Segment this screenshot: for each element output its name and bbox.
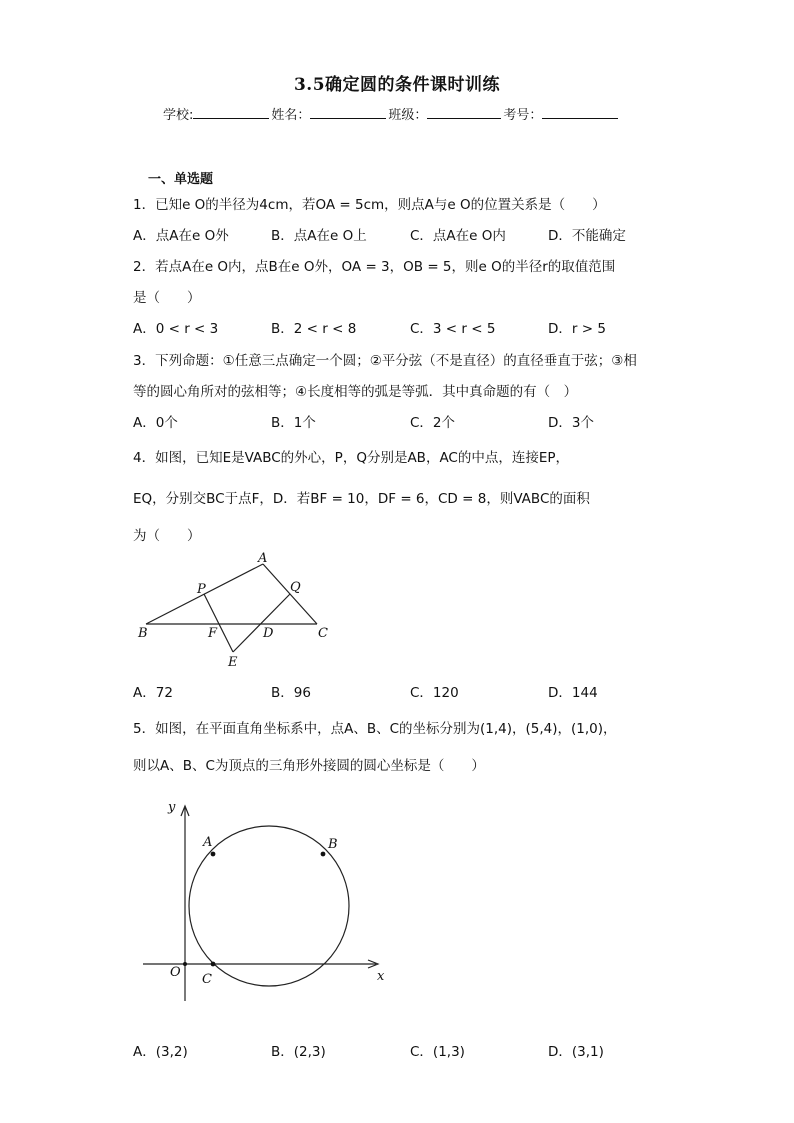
- triangle-figure: [134, 549, 354, 669]
- q3-option-d[interactable]: D．3个: [548, 415, 594, 431]
- q1-line-1: 1．已知e O的半径为4cm，若OA = 5cm，则点A与e O的位置关系是（ ）: [133, 197, 606, 213]
- exam-label: 考号：: [503, 108, 543, 123]
- q2-line-2: 是（ ）: [133, 290, 201, 306]
- q1-option-c[interactable]: C．点A在e O内: [410, 228, 506, 244]
- label-origin-o: O: [170, 965, 181, 980]
- label-c: C: [318, 626, 328, 641]
- label-a: A: [258, 551, 268, 566]
- label-b: B: [138, 626, 148, 641]
- q2-line-1: 2．若点A在e O内，点B在e O外，OA = 3，OB = 5，则e O的半径r的取值范围: [133, 259, 616, 275]
- q4-option-b[interactable]: B．96: [271, 685, 311, 701]
- name-blank[interactable]: [310, 106, 386, 119]
- label-q: Q: [290, 580, 301, 595]
- q3-option-a[interactable]: A．0个: [133, 415, 178, 431]
- page-title: 3.5确定圆的条件课时训练: [293, 75, 501, 95]
- q2-option-d[interactable]: D．r > 5: [548, 321, 606, 337]
- q1-option-b[interactable]: B．点A在e O上: [271, 228, 367, 244]
- q5-option-c[interactable]: C．(1,3): [410, 1044, 465, 1060]
- name-label: 姓名：: [271, 108, 311, 123]
- q5-line-1: 5．如图，在平面直角坐标系中，点A、B、C的坐标分别为(1,4)，(5,4)，(1,0)，: [133, 721, 617, 737]
- q4-line-3: 为（ ）: [133, 528, 201, 544]
- label-point-a: A: [203, 835, 213, 850]
- label-x-axis: x: [377, 969, 385, 984]
- q3-line-2: 等的圆心角所对的弦相等；④长度相等的弧是等弧．其中真命题的有（ ）: [133, 384, 578, 400]
- exam-blank[interactable]: [542, 106, 618, 119]
- class-blank[interactable]: [427, 106, 501, 119]
- q2-option-b[interactable]: B．2 < r < 8: [271, 321, 357, 337]
- q4-option-d[interactable]: D．144: [548, 685, 598, 701]
- point-o: [183, 962, 187, 966]
- point-b: [321, 852, 326, 857]
- point-a: [211, 852, 216, 857]
- class-label: 班级：: [388, 108, 428, 123]
- label-y-axis: y: [168, 800, 176, 815]
- q5-option-a[interactable]: A．(3,2): [133, 1044, 188, 1060]
- label-d: D: [263, 626, 274, 641]
- q4-line-2: EQ，分别交BC于点F，D．若BF = 10，DF = 6，CD = 8，则VABC的面积: [133, 491, 590, 507]
- q4-option-c[interactable]: C．120: [410, 685, 459, 701]
- student-info-line: [163, 104, 620, 123]
- label-e: E: [228, 655, 238, 669]
- section-title: 一、单选题: [148, 172, 214, 187]
- q3-option-b[interactable]: B．1个: [271, 415, 316, 431]
- q2-option-a[interactable]: A．0 < r < 3: [133, 321, 219, 337]
- label-point-c: C: [202, 972, 212, 987]
- school-label: 学校:: [163, 108, 194, 123]
- q3-option-c[interactable]: C．2个: [410, 415, 456, 431]
- q2-option-c[interactable]: C．3 < r < 5: [410, 321, 496, 337]
- q1-option-a[interactable]: A．点A在e O外: [133, 228, 229, 244]
- q1-option-d[interactable]: D．不能确定: [548, 228, 626, 244]
- label-p: P: [197, 582, 206, 597]
- q4-line-1: 4．如图，已知E是VABC的外心，P，Q分别是AB，AC的中点，连接EP，: [133, 450, 570, 466]
- label-point-b: B: [328, 837, 338, 852]
- label-f: F: [208, 626, 218, 641]
- coordinate-figure: [138, 796, 408, 1006]
- point-c: [211, 962, 216, 967]
- q5-option-d[interactable]: D．(3,1): [548, 1044, 604, 1060]
- segment-pe: [204, 594, 233, 652]
- segment-eq: [233, 594, 290, 652]
- q4-option-a[interactable]: A．72: [133, 685, 173, 701]
- q5-line-2: 则以A、B、C为顶点的三角形外接圆的圆心坐标是（ ）: [133, 758, 485, 774]
- q5-option-b[interactable]: B．(2,3): [271, 1044, 326, 1060]
- q3-line-1: 3．下列命题：①任意三点确定一个圆；②平分弦（不是直径）的直径垂直于弦；③相: [133, 353, 637, 369]
- school-blank[interactable]: [193, 106, 269, 119]
